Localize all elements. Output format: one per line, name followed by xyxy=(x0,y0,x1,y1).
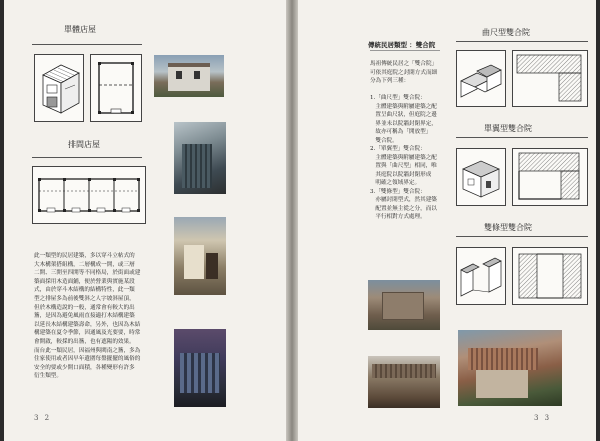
wooden-shophouse-photo xyxy=(174,122,226,194)
single-shophouse-isometric-drawing xyxy=(34,54,84,122)
title-rule xyxy=(32,44,142,45)
left-page-number: 3 2 xyxy=(34,414,52,422)
section-label: 傳統民居類型 ：雙合院 xyxy=(368,41,436,49)
single-shophouse-plan-drawing xyxy=(90,54,142,122)
shuangtiao-isometric-drawing xyxy=(456,247,506,305)
row-shophouse-title: 排間店屋 xyxy=(68,140,100,149)
danyi-courtyard-title: 單翼型雙合院 xyxy=(484,124,532,133)
single-shophouse-title: 單體店屋 xyxy=(64,25,96,34)
right-page xyxy=(298,0,596,441)
stone-house-photo xyxy=(154,55,224,97)
title-rule xyxy=(456,236,588,237)
danyi-plan-drawing xyxy=(512,148,588,206)
danyi-isometric-drawing xyxy=(456,148,506,206)
tile-roof-photo xyxy=(368,356,440,408)
title-rule xyxy=(456,41,588,42)
left-body-text: 此一類型的民居建築，多以穿斗立帖式的 大木構架搭組構，二層構成一開，或三層 二開、三開至四開等不同格局，於街面或建 築面採用木造面鋪，便於營業與實施某段 式，由於穿斗木結構的結構特性，此一類 型之排屋多為前後雙斜之人字坡斜屋頂， 但於木構造說的一般，通常會有較大的出 簷，是因為避免風雨直接適打木結構建築 以延長木結構建築壽命，另外，也因為木結 構建築在夏令季節，因通風及光要要，時常 會開啟，較採的出簷，也有遮陽的效果。 而台此一類民居，因福州與閩南之簷，多為 住家使用或者因早年遺圍每盤擺擺的風俗的 安全的要或少開口面積，各種變形有許多 衍生類型。 xyxy=(34,253,141,380)
quchi-isometric-drawing xyxy=(456,50,506,107)
title-rule xyxy=(456,137,588,138)
right-body-text: 馬祖傳統民居之「雙合院」 可依其庭院之封閉方式而細 分為下列三種： 1.「曲尺型」雙合院： 主體建築與附屬建築之配 置呈曲尺狀，但庭院之邊 界並未以院牆封閉界定， 故亦可稱為「開放型」 雙合院。 2.「單翼型」雙合院： 主體建築與附屬建築之配 置與「曲尺型」相同，唯 其庭院以院牆封閉形成 明確之領域界定。 3.「雙條型」雙合院： 亦屬封閉型式，然其建築 配置並無主從之分，而以 平行相對方式處理。 xyxy=(370,61,438,220)
shuangtiao-plan-drawing xyxy=(512,247,588,305)
row-shophouse-photo xyxy=(174,329,226,407)
left-page xyxy=(4,0,286,441)
book-gutter xyxy=(286,0,298,441)
shuangtiao-courtyard-title: 雙條型雙合院 xyxy=(484,223,532,232)
right-page-number: 3 3 xyxy=(534,414,552,422)
quchi-courtyard-title: 曲尺型雙合院 xyxy=(482,28,530,37)
stone-courtyard-photo xyxy=(368,280,440,330)
quchi-plan-drawing xyxy=(512,50,588,107)
section-rule xyxy=(370,50,440,51)
shophouse-street-photo xyxy=(174,217,226,295)
row-shophouse-plan-drawing xyxy=(32,166,146,224)
courtyard-house-photo xyxy=(458,330,562,406)
title-rule xyxy=(32,157,142,158)
